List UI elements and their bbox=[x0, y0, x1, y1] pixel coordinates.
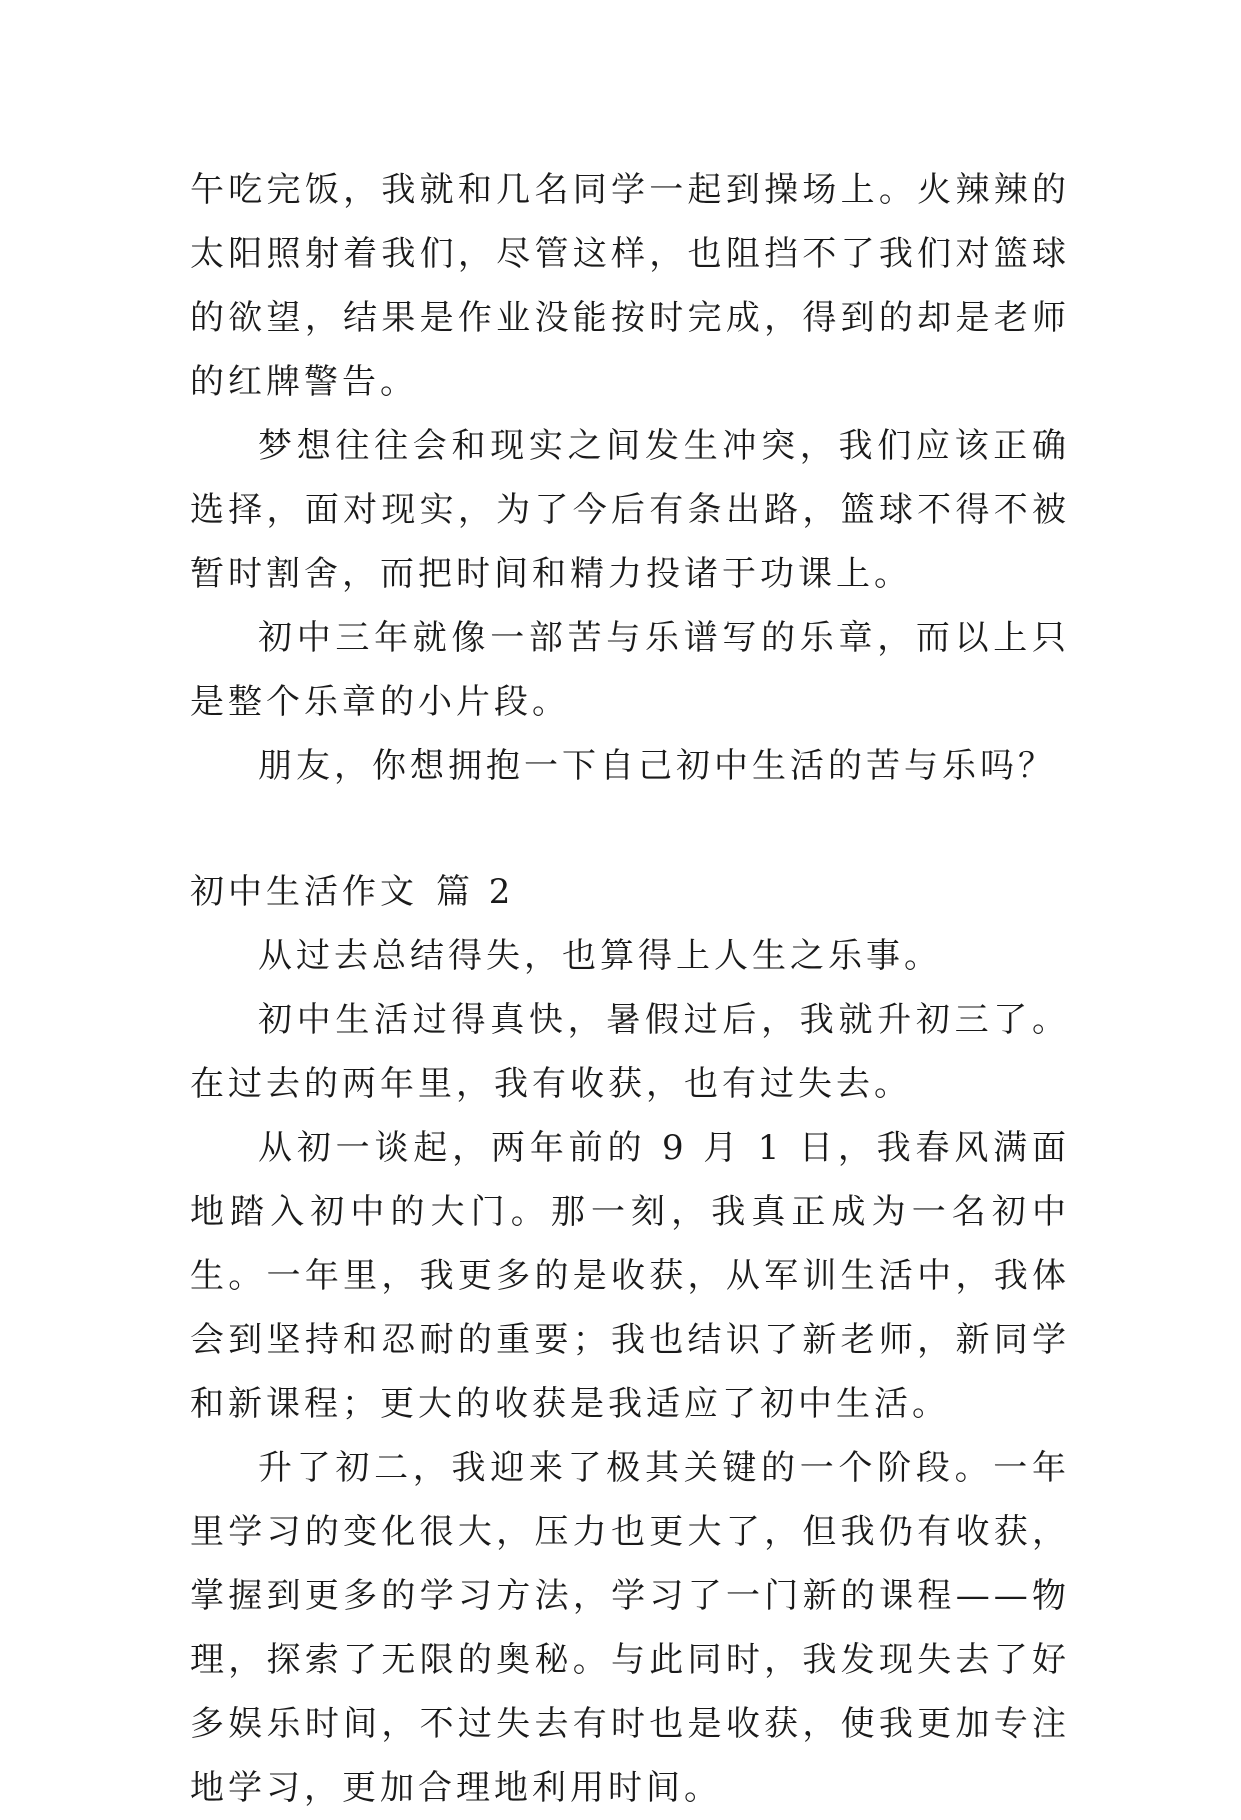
paragraph: 从过去总结得失，也算得上人生之乐事。 bbox=[258, 936, 942, 976]
paragraph: 从初一谈起，两年前的 9 月 1 日，我春风满面地踏入初中的大门。那一刻，我真正成为一名初中生。一年里，我更多的是收获，从军训生活中，我体会到坚持和忍耐的重要；我也结识了新老师，新同学和新课程；更大的收获是我适应了初中生活。 bbox=[190, 1128, 1070, 1424]
paragraph: 梦想往往会和现实之间发生冲突，我们应该正确选择，面对现实，为了今后有条出路，篮球不得不被暂时割舍，而把时间和精力投诸于功课上。 bbox=[190, 426, 1070, 594]
paragraph: 朋友，你想拥抱一下自己初中生活的苦与乐吗？ bbox=[258, 746, 1056, 786]
paragraph: 初中三年就像一部苦与乐谱写的乐章，而以上只是整个乐章的小片段。 bbox=[190, 618, 1070, 722]
section-subtitle: 篇 2 bbox=[436, 872, 515, 912]
section-title: 初中生活作文 bbox=[190, 872, 418, 912]
document-body bbox=[190, 158, 1070, 1820]
section-heading bbox=[190, 860, 1070, 924]
paragraph: 午吃完饭，我就和几名同学一起到操场上。火辣辣的太阳照射着我们，尽管这样，也阻挡不了我们对篮球的欲望，结果是作业没能按时完成，得到的却是老师的红牌警告。 bbox=[190, 170, 1070, 402]
paragraph: 初中生活过得真快，暑假过后，我就升初三了。在过去的两年里，我有收获，也有过失去。 bbox=[190, 1000, 1070, 1104]
paragraph: 升了初二，我迎来了极其关键的一个阶段。一年里学习的变化很大，压力也更大了，但我仍有收获，掌握到更多的学习方法，学习了一门新的课程——物理，探索了无限的奥秘。与此同时，我发现失去了好多娱乐时间，不过失去有时也是收获，使我更加专注地学习，更加合理地利用时间。 bbox=[190, 1448, 1070, 1808]
